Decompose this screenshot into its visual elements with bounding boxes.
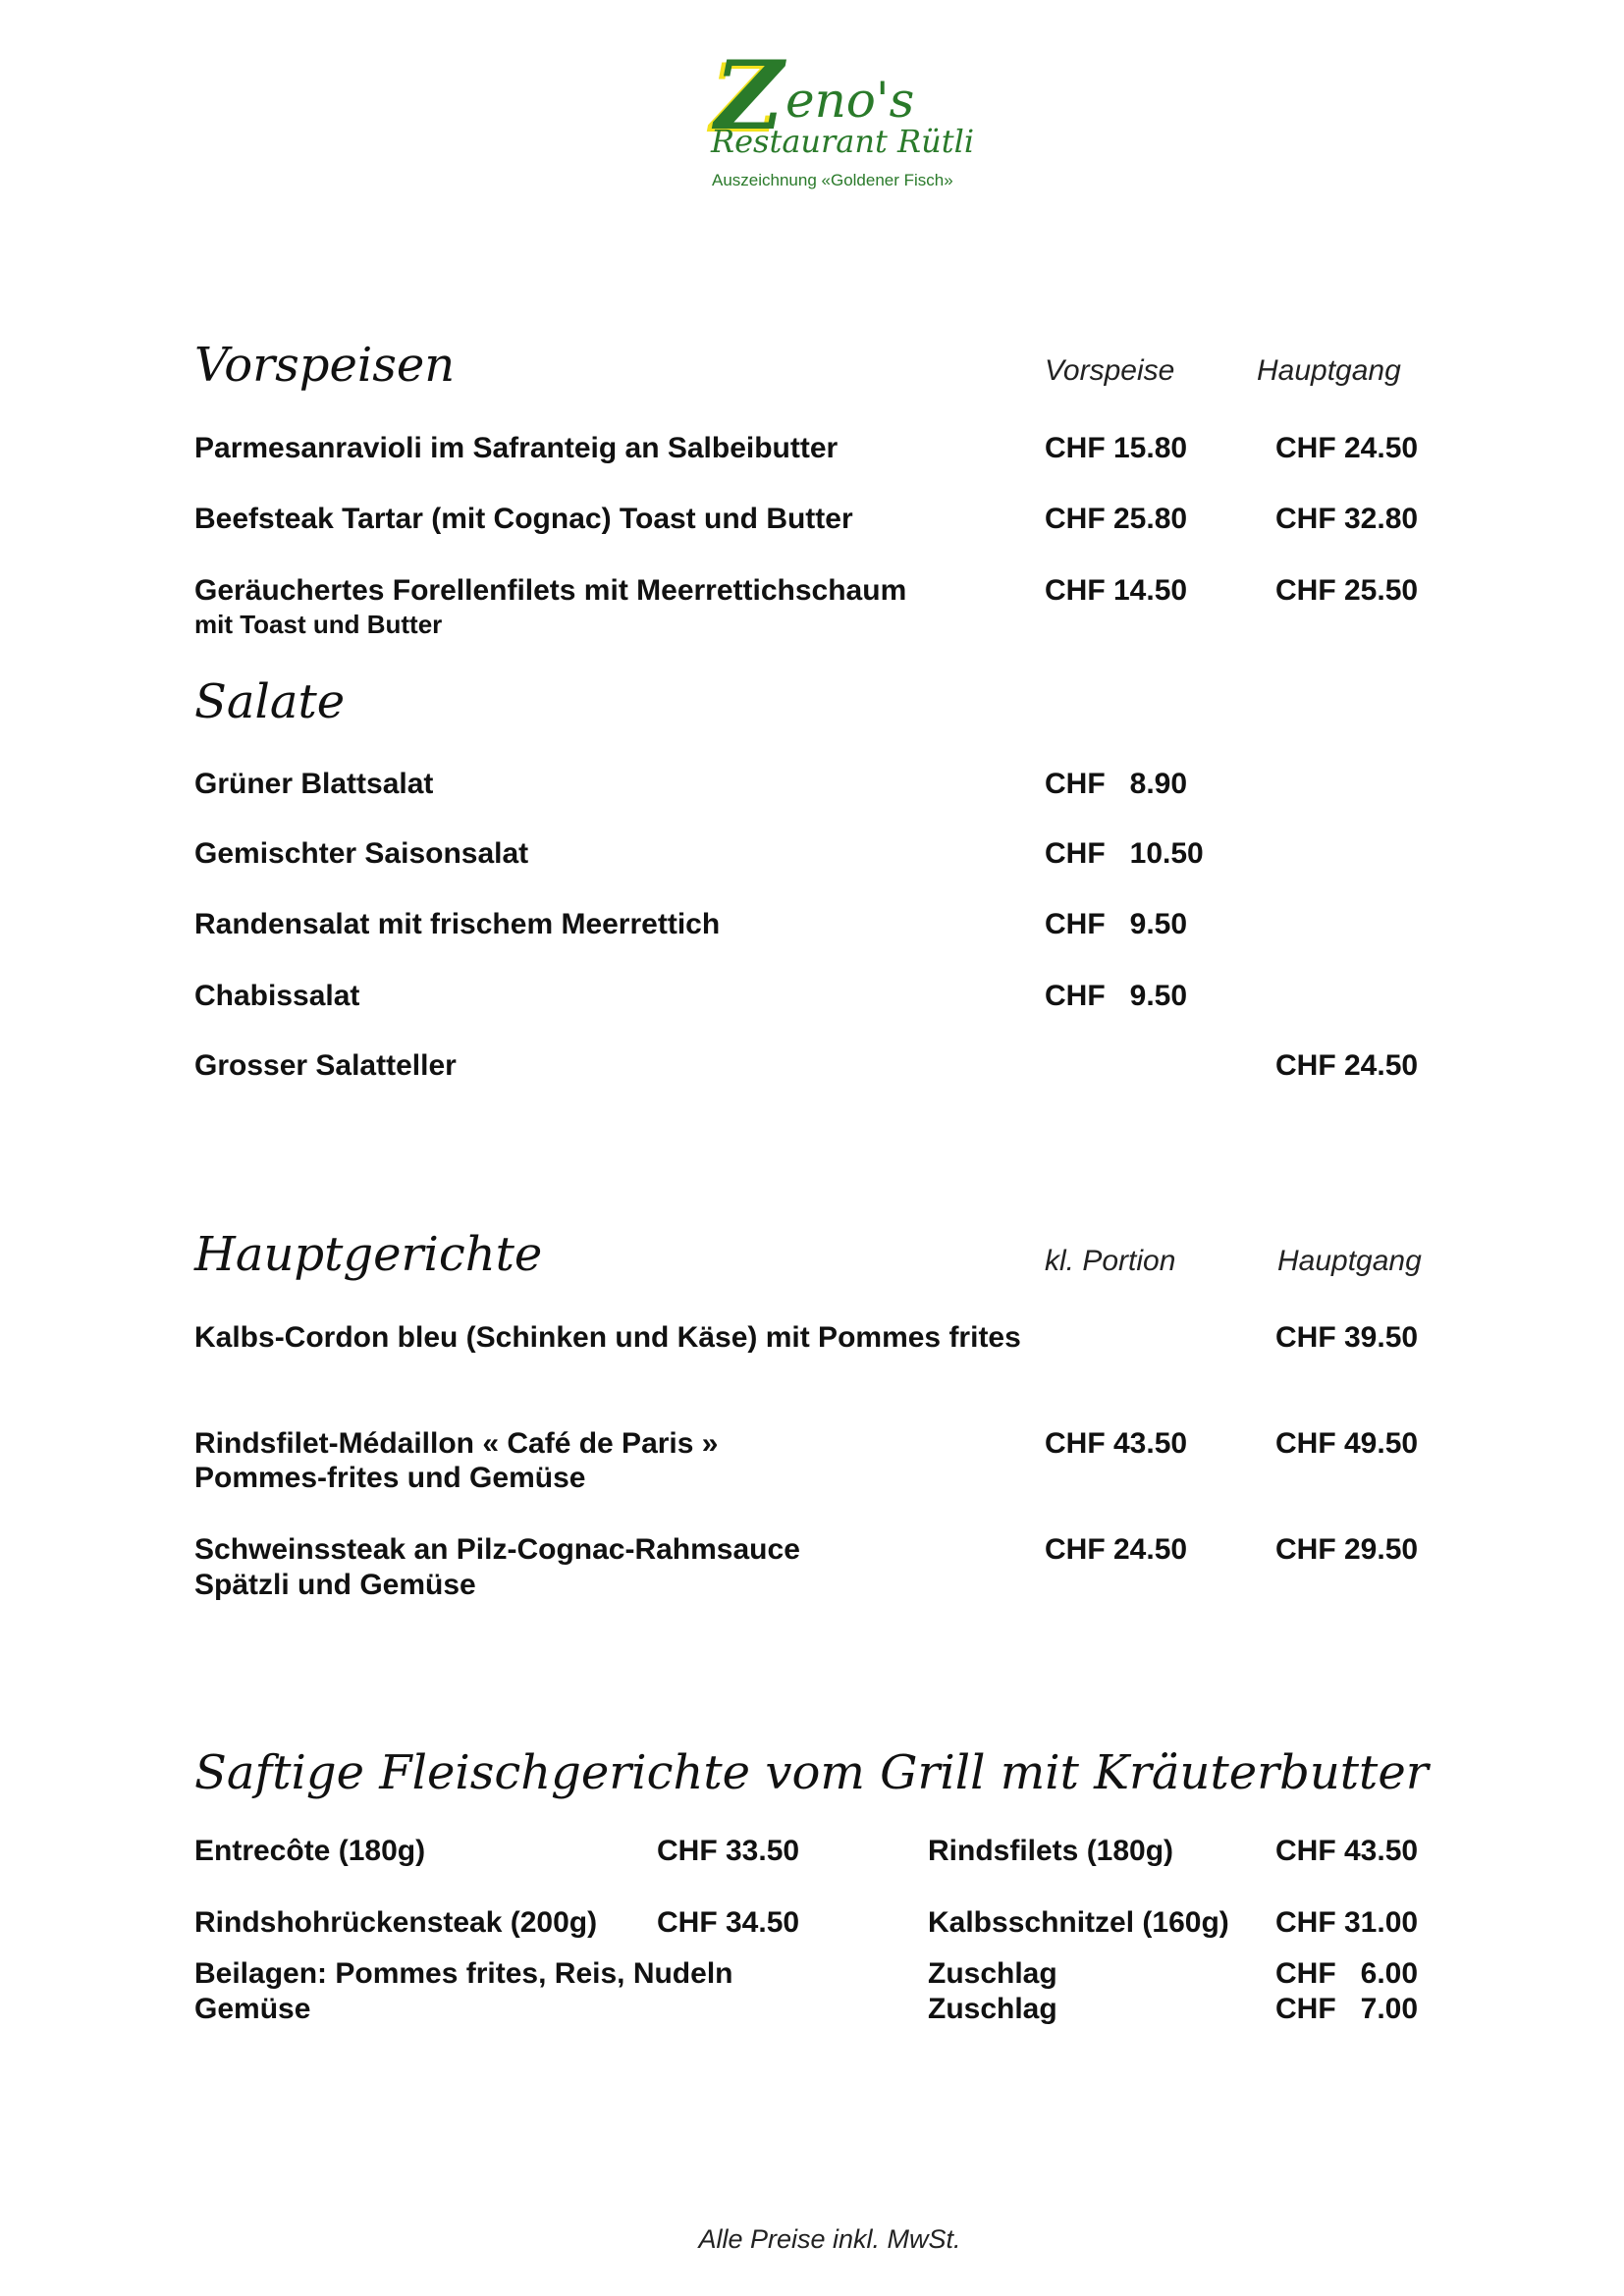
logo-initial: Z [715, 40, 785, 151]
item-name: Parmesanravioli im Safranteig an Salbeibutter [194, 432, 839, 464]
item-price: CHF 24.50 [1275, 1049, 1419, 1082]
item-price: CHF 32.80 [1275, 503, 1419, 535]
item-price: CHF 9.50 [1045, 908, 1188, 940]
item-name: Rindshohrückensteak (200g) [194, 1906, 598, 1939]
item-name: Grosser Salatteller [194, 1049, 457, 1082]
item-price: CHF 8.90 [1045, 768, 1188, 800]
surcharge-label: Zuschlag [928, 1993, 1057, 2025]
item-name: Kalbs-Cordon bleu (Schinken und Käse) mit Pommes frites [194, 1321, 1021, 1354]
item-price: CHF 29.50 [1275, 1533, 1419, 1566]
column-header: Hauptgang [1257, 354, 1401, 387]
item-price: CHF 43.50 [1275, 1835, 1419, 1867]
column-header: kl. Portion [1045, 1245, 1176, 1277]
item-name: Schweinssteak an Pilz-Cognac-Rahmsauce [194, 1533, 800, 1566]
item-price: CHF 10.50 [1045, 837, 1204, 870]
item-price: CHF 25.80 [1045, 503, 1188, 535]
section-title: Salate [194, 674, 346, 729]
column-header: Vorspeise [1045, 354, 1175, 387]
item-name: Kalbsschnitzel (160g) [928, 1906, 1229, 1939]
side-dishes: Beilagen: Pommes frites, Reis, Nudeln [194, 1957, 733, 1990]
surcharge-price: CHF 6.00 [1275, 1957, 1419, 1990]
item-price: CHF 49.50 [1275, 1427, 1419, 1460]
surcharge-price: CHF 7.00 [1275, 1993, 1419, 2025]
item-price: CHF 39.50 [1275, 1321, 1419, 1354]
footer-note: Alle Preise inkl. MwSt. [698, 2224, 961, 2254]
section-title: Hauptgerichte [194, 1227, 543, 1282]
logo-subtitle: Restaurant Rütli [711, 123, 975, 160]
item-price: CHF 24.50 [1045, 1533, 1188, 1566]
section-title: Vorspeisen [194, 338, 456, 393]
item-name: Rindsfilet-Médaillon « Café de Paris » [194, 1427, 719, 1460]
item-price: CHF 25.50 [1275, 574, 1419, 607]
item-name: Rindsfilets (180g) [928, 1835, 1174, 1867]
item-name: Randensalat mit frischem Meerrettich [194, 908, 721, 940]
side-dishes: Gemüse [194, 1993, 311, 2025]
item-price: CHF 31.00 [1275, 1906, 1419, 1939]
item-price: CHF 24.50 [1275, 432, 1419, 464]
item-price: CHF 34.50 [657, 1906, 800, 1939]
item-price: CHF 33.50 [657, 1835, 800, 1867]
item-name: Grüner Blattsalat [194, 768, 434, 800]
item-price: CHF 9.50 [1045, 980, 1188, 1012]
item-name: Entrecôte (180g) [194, 1835, 426, 1867]
item-name: Geräuchertes Forellenfilets mit Meerrettichschaum [194, 574, 907, 607]
item-name: Beefsteak Tartar (mit Cognac) Toast und Butter [194, 503, 853, 535]
item-price: CHF 14.50 [1045, 574, 1188, 607]
surcharge-label: Zuschlag [928, 1957, 1057, 1990]
item-subtitle: Pommes-frites und Gemüse [194, 1462, 586, 1494]
column-header: Hauptgang [1277, 1245, 1422, 1277]
item-name: Gemischter Saisonsalat [194, 837, 529, 870]
logo-name: eno's [785, 72, 915, 129]
item-subtitle: Spätzli und Gemüse [194, 1569, 476, 1601]
item-price: CHF 15.80 [1045, 432, 1188, 464]
section-title: Saftige Fleischgerichte vom Grill mit Kräuterbutter [194, 1745, 1429, 1800]
item-price: CHF 43.50 [1045, 1427, 1188, 1460]
item-subtitle: mit Toast und Butter [194, 610, 443, 639]
item-name: Chabissalat [194, 980, 360, 1012]
logo-award: Auszeichnung «Goldener Fisch» [712, 171, 953, 189]
